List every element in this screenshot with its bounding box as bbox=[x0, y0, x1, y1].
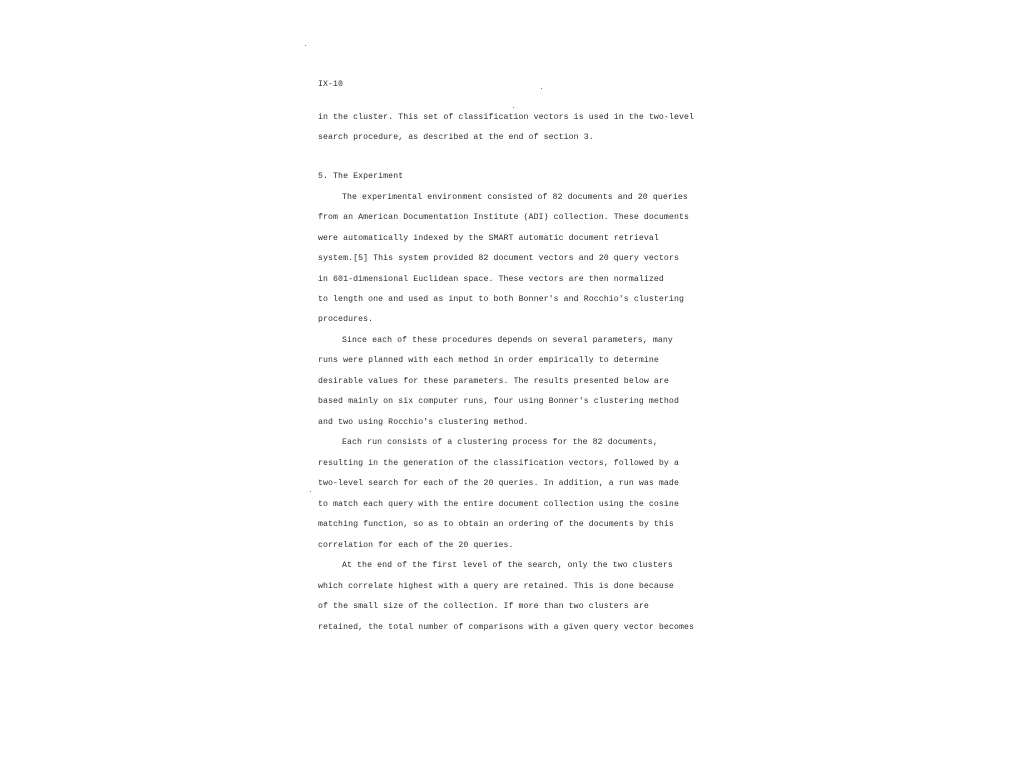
text-line: resulting in the generation of the classification vectors, followed by a bbox=[318, 459, 679, 468]
text-line: search procedure, as described at the end of section 3. bbox=[318, 133, 594, 142]
scan-speck bbox=[513, 107, 514, 108]
page-header: IX-10 bbox=[318, 80, 344, 89]
text-line: system.[5] This system provided 82 document vectors and 20 query vectors bbox=[318, 254, 679, 263]
text-line: retained, the total number of comparisons with a given query vector becomes bbox=[318, 623, 694, 632]
text-line: and two using Rocchio's clustering method. bbox=[318, 418, 529, 427]
text-line: in 601-dimensional Euclidean space. These vectors are then normalized bbox=[318, 275, 664, 284]
text-line: which correlate highest with a query are retained. This is done because bbox=[318, 582, 674, 591]
scan-speck bbox=[310, 491, 311, 492]
text-line: in the cluster. This set of classification vectors is used in the two-level bbox=[318, 113, 694, 122]
text-line: based mainly on six computer runs, four using Bonner's clustering method bbox=[318, 397, 679, 406]
text-line: procedures. bbox=[318, 315, 374, 324]
text-line: At the end of the first level of the search, only the two clusters bbox=[342, 561, 673, 570]
text-line: two-level search for each of the 20 queries. In addition, a run was made bbox=[318, 479, 679, 488]
scan-speck bbox=[305, 45, 306, 46]
text-line: of the small size of the collection. If more than two clusters are bbox=[318, 602, 649, 611]
text-line: were automatically indexed by the SMART automatic document retrieval bbox=[318, 234, 659, 243]
text-line: Since each of these procedures depends on several parameters, many bbox=[342, 336, 673, 345]
text-line: runs were planned with each method in order empirically to determine bbox=[318, 356, 659, 365]
section-heading: 5. The Experiment bbox=[318, 172, 404, 181]
text-line: from an American Documentation Institute (ADI) collection. These documents bbox=[318, 213, 689, 222]
text-line: The experimental environment consisted of 82 documents and 20 queries bbox=[342, 193, 688, 202]
text-line: to match each query with the entire document collection using the cosine bbox=[318, 500, 679, 509]
text-line: matching function, so as to obtain an ordering of the documents by this bbox=[318, 520, 674, 529]
text-line: to length one and used as input to both Bonner's and Rocchio's clustering bbox=[318, 295, 684, 304]
text-line: Each run consists of a clustering process for the 82 documents, bbox=[342, 438, 658, 447]
text-line: desirable values for these parameters. The results presented below are bbox=[318, 377, 669, 386]
text-line: correlation for each of the 20 queries. bbox=[318, 541, 514, 550]
